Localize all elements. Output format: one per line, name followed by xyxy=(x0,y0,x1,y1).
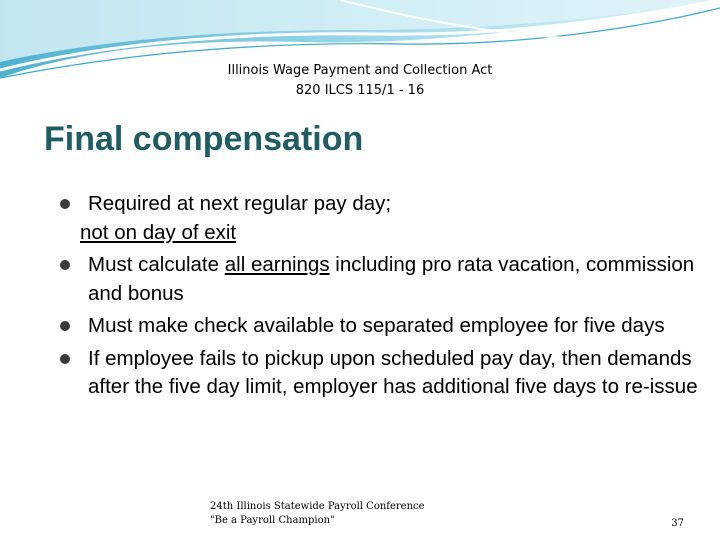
bullet-2-underlined: all earnings xyxy=(224,253,330,276)
slide-title: Final compensation xyxy=(44,120,364,158)
bullet-dot-icon xyxy=(60,354,70,364)
bullet-dot-icon xyxy=(60,321,70,331)
slide-header xyxy=(0,61,720,101)
bullet-item-1 xyxy=(60,190,700,247)
header-line-citation: 820 ILCS 115/1 - 16 xyxy=(295,83,425,98)
bullet-3-text: Must make check available to separated employee for five days xyxy=(88,314,665,337)
bullet-1-text: Required at next regular pay day; xyxy=(88,192,392,215)
page-number: 37 xyxy=(671,518,684,529)
header-line-act: Illinois Wage Payment and Collection Act xyxy=(227,63,493,78)
bullet-2-text-before: Must calculate xyxy=(88,253,225,276)
bullet-item-2 xyxy=(60,251,700,308)
bullet-list xyxy=(60,190,700,406)
bullet-item-3 xyxy=(60,312,700,341)
bullet-dot-icon xyxy=(60,260,70,270)
bullet-dot-icon xyxy=(60,199,70,209)
bullet-item-4 xyxy=(60,345,700,402)
bullet-1-continuation: not on day of exit xyxy=(80,220,237,244)
footer-conference: 24th Illinois Statewide Payroll Conference xyxy=(210,501,425,512)
bullet-2-text-after: including pro rata vacation, commission and bonus xyxy=(88,253,695,305)
bullet-4-text: If employee fails to pickup upon scheduled pay day, then demands after the five day limit, employer has additional five days to re-issue xyxy=(88,346,698,398)
slide-footer xyxy=(210,500,425,528)
footer-tagline: "Be a Payroll Champion" xyxy=(210,515,335,526)
